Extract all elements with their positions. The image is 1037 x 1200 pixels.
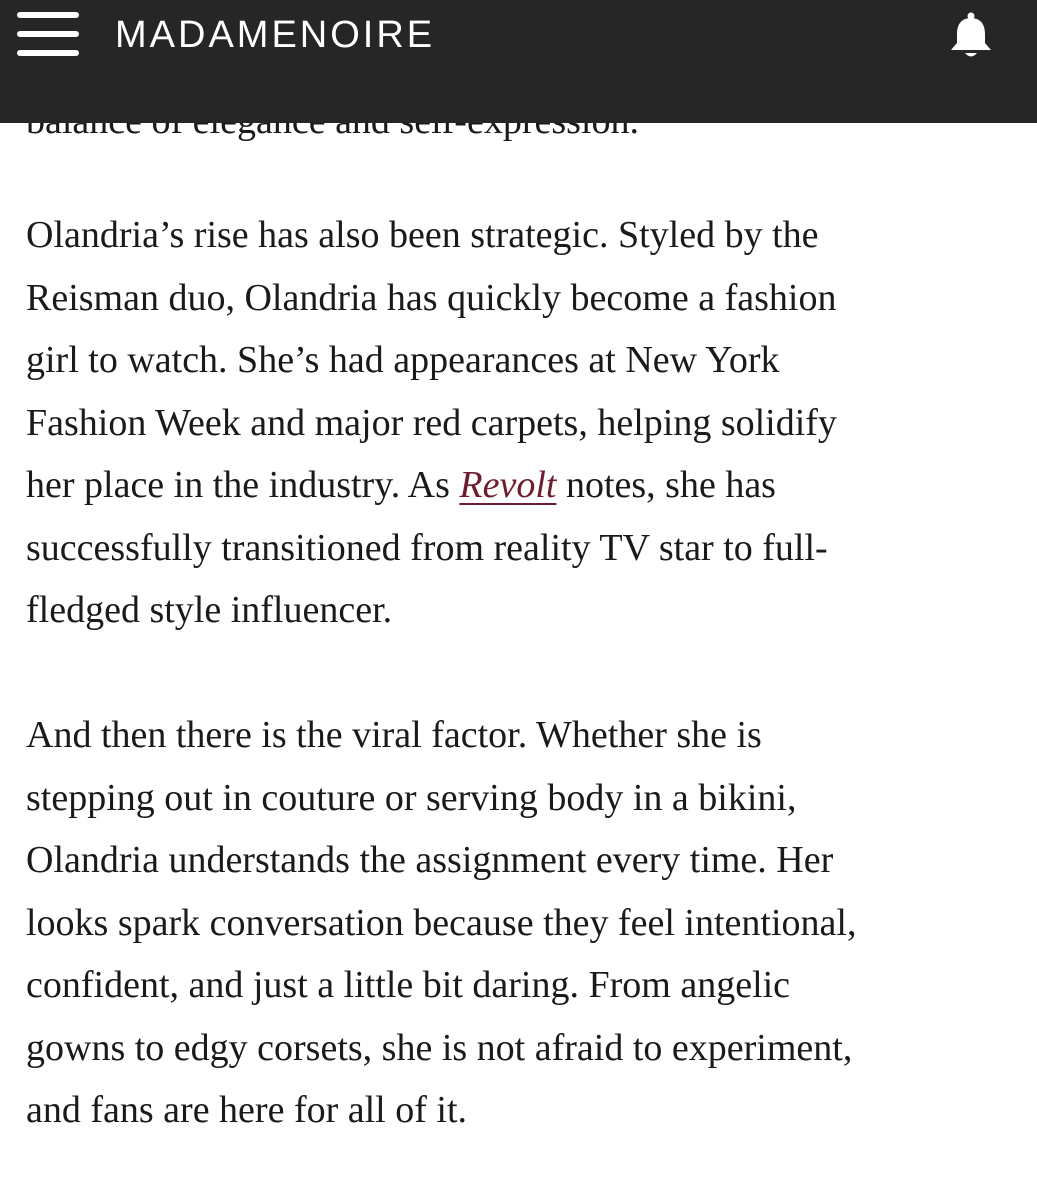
menu-line-top (17, 12, 79, 18)
site-logo[interactable]: MADAMENOIRE (115, 14, 436, 56)
bell-icon[interactable] (946, 10, 996, 60)
bell-icon-graphic (946, 10, 996, 60)
menu-line-bottom (17, 50, 79, 56)
menu-line-middle (17, 31, 79, 37)
paragraph-1-text-start: Olandria’s rise has also been strategic. Styled by the Reisman duo, Olandria has quickly become a fashion girl to watch. She’s had appearances at New York Fashion Week and major red carpets, helping solidify her place in the industry. As (26, 214, 837, 506)
revolt-link[interactable]: Revolt (459, 464, 557, 506)
article-paragraph-2: And then there is the viral factor. Whether she is stepping out in couture or serving body in a bikini, Olandria understands the assignment every time. Her looks spark conversation because they feel intentional, confident, and just a little bit daring. From angelic gowns to edgy corsets, she is not afraid to experiment, and fans are here for all of it. (26, 714, 857, 1131)
top-navigation-bar (0, 0, 1037, 123)
article-paragraph-1 (26, 204, 1016, 642)
paragraph-1-text-end: notes, she has successfully transitioned from reality TV star to full- fledged style influencer. (26, 464, 828, 631)
hamburger-menu-icon[interactable] (17, 12, 79, 56)
